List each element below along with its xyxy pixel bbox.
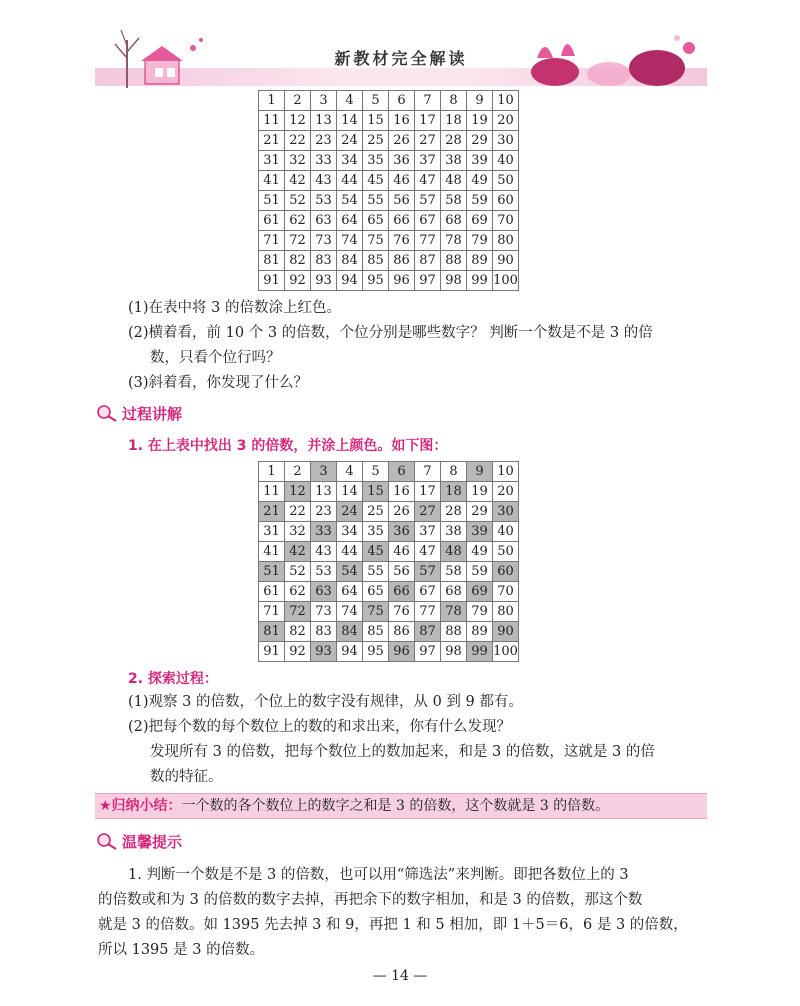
table-row bbox=[259, 462, 519, 482]
number-cell: 50 bbox=[493, 171, 519, 191]
table-row bbox=[259, 171, 519, 191]
number-cell: 6 bbox=[389, 91, 415, 111]
number-cell: 15 bbox=[363, 111, 389, 131]
number-cell: 97 bbox=[415, 642, 441, 662]
number-cell: 21 bbox=[259, 131, 285, 151]
table-row bbox=[259, 602, 519, 622]
number-cell: 54 bbox=[337, 562, 363, 582]
number-cell: 15 bbox=[363, 482, 389, 502]
number-cell: 79 bbox=[467, 231, 493, 251]
number-cell: 63 bbox=[311, 211, 337, 231]
number-cell: 70 bbox=[493, 582, 519, 602]
number-cell: 47 bbox=[415, 542, 441, 562]
number-cell: 67 bbox=[415, 582, 441, 602]
number-cell: 91 bbox=[259, 271, 285, 291]
process-heading-text: 过程讲解 bbox=[122, 405, 183, 423]
question-2-line1: (2)横着看，前 10 个 3 的倍数，个位分别是哪些数字？ 判断一个数是不是 3 的倍 bbox=[128, 325, 653, 341]
number-cell: 71 bbox=[259, 231, 285, 251]
number-cell: 89 bbox=[467, 251, 493, 271]
table-row bbox=[259, 482, 519, 502]
number-cell: 8 bbox=[441, 91, 467, 111]
number-cell: 52 bbox=[285, 562, 311, 582]
tips-line-4: 所以 1395 是 3 的倍数。 bbox=[98, 942, 265, 958]
number-cell: 14 bbox=[337, 482, 363, 502]
number-cell: 55 bbox=[363, 191, 389, 211]
number-cell: 20 bbox=[493, 111, 519, 131]
number-cell: 57 bbox=[415, 562, 441, 582]
hundred-chart-highlighted bbox=[258, 461, 519, 662]
number-cell: 41 bbox=[259, 542, 285, 562]
number-cell: 7 bbox=[415, 462, 441, 482]
table-row bbox=[259, 231, 519, 251]
number-cell: 33 bbox=[311, 522, 337, 542]
number-cell: 23 bbox=[311, 131, 337, 151]
number-cell: 43 bbox=[311, 542, 337, 562]
number-cell: 38 bbox=[441, 151, 467, 171]
number-cell: 66 bbox=[389, 582, 415, 602]
number-cell: 19 bbox=[467, 111, 493, 131]
number-cell: 22 bbox=[285, 502, 311, 522]
number-cell: 24 bbox=[337, 131, 363, 151]
number-cell: 67 bbox=[415, 211, 441, 231]
number-cell: 95 bbox=[363, 271, 389, 291]
number-cell: 84 bbox=[337, 251, 363, 271]
number-cell: 44 bbox=[337, 542, 363, 562]
number-cell: 12 bbox=[285, 111, 311, 131]
magnifier-icon bbox=[96, 404, 118, 426]
number-cell: 87 bbox=[415, 622, 441, 642]
table-row bbox=[259, 622, 519, 642]
number-cell: 24 bbox=[337, 502, 363, 522]
number-cell: 100 bbox=[493, 642, 519, 662]
number-cell: 43 bbox=[311, 171, 337, 191]
table-row bbox=[259, 191, 519, 211]
number-cell: 25 bbox=[363, 502, 389, 522]
table-row bbox=[259, 562, 519, 582]
number-cell: 45 bbox=[363, 171, 389, 191]
number-cell: 77 bbox=[415, 602, 441, 622]
number-cell: 60 bbox=[493, 191, 519, 211]
number-cell: 92 bbox=[285, 642, 311, 662]
header-title: 新教材完全解读 bbox=[334, 49, 468, 68]
number-cell: 6 bbox=[389, 462, 415, 482]
number-cell: 4 bbox=[337, 91, 363, 111]
number-cell: 16 bbox=[389, 482, 415, 502]
number-cell: 89 bbox=[467, 622, 493, 642]
number-cell: 13 bbox=[311, 111, 337, 131]
table-row bbox=[259, 522, 519, 542]
number-cell: 19 bbox=[467, 482, 493, 502]
process-item-2-answer-line2: 数的特征。 bbox=[150, 769, 223, 785]
number-cell: 68 bbox=[441, 582, 467, 602]
number-cell: 27 bbox=[415, 502, 441, 522]
number-cell: 69 bbox=[467, 582, 493, 602]
number-cell: 88 bbox=[441, 251, 467, 271]
number-cell: 64 bbox=[337, 582, 363, 602]
number-cell: 21 bbox=[259, 502, 285, 522]
number-cell: 98 bbox=[441, 642, 467, 662]
number-cell: 58 bbox=[441, 562, 467, 582]
table-row bbox=[259, 91, 519, 111]
table-row bbox=[259, 642, 519, 662]
number-cell: 35 bbox=[363, 151, 389, 171]
number-cell: 70 bbox=[493, 211, 519, 231]
number-cell: 65 bbox=[363, 211, 389, 231]
hundred-chart bbox=[258, 90, 519, 291]
question-1: (1)在表中将 3 的倍数涂上红色。 bbox=[128, 300, 341, 316]
number-cell: 62 bbox=[285, 211, 311, 231]
number-cell: 18 bbox=[441, 111, 467, 131]
number-cell: 56 bbox=[389, 562, 415, 582]
number-cell: 60 bbox=[493, 562, 519, 582]
summary-box bbox=[95, 793, 707, 819]
process-item-2: (2)把每个数的每个数位上的数的和求出来，你有什么发现？ bbox=[128, 719, 512, 735]
number-cell: 29 bbox=[467, 502, 493, 522]
number-cell: 33 bbox=[311, 151, 337, 171]
number-cell: 81 bbox=[259, 622, 285, 642]
number-cell: 73 bbox=[311, 602, 337, 622]
table-row bbox=[259, 542, 519, 562]
number-cell: 23 bbox=[311, 502, 337, 522]
tips-line-2: 的倍数或和为 3 的倍数的数字去掉，再把余下的数字相加，和是 3 的倍数，那这个数 bbox=[98, 892, 643, 908]
number-cell: 30 bbox=[493, 131, 519, 151]
number-cell: 80 bbox=[493, 602, 519, 622]
number-cell: 86 bbox=[389, 622, 415, 642]
number-cell: 10 bbox=[493, 91, 519, 111]
number-cell: 82 bbox=[285, 251, 311, 271]
number-cell: 76 bbox=[389, 231, 415, 251]
number-cell: 46 bbox=[389, 171, 415, 191]
summary-label: ★归纳小结： bbox=[99, 798, 182, 814]
number-cell: 28 bbox=[441, 502, 467, 522]
number-cell: 53 bbox=[311, 191, 337, 211]
number-cell: 74 bbox=[337, 602, 363, 622]
number-cell: 34 bbox=[337, 522, 363, 542]
number-cell: 25 bbox=[363, 131, 389, 151]
table-row bbox=[259, 271, 519, 291]
number-cell: 94 bbox=[337, 271, 363, 291]
number-cell: 44 bbox=[337, 171, 363, 191]
decorative-plants-illustration bbox=[517, 28, 707, 90]
table-row bbox=[259, 582, 519, 602]
number-cell: 32 bbox=[285, 151, 311, 171]
process-item-2-answer-line1: 发现所有 3 的倍数，把每个数位上的数加起来，和是 3 的倍数，这就是 3 的倍 bbox=[150, 744, 655, 760]
number-cell: 30 bbox=[493, 502, 519, 522]
number-cell: 87 bbox=[415, 251, 441, 271]
number-cell: 69 bbox=[467, 211, 493, 231]
number-cell: 51 bbox=[259, 191, 285, 211]
number-cell: 45 bbox=[363, 542, 389, 562]
number-cell: 85 bbox=[363, 251, 389, 271]
number-cell: 78 bbox=[441, 602, 467, 622]
number-cell: 2 bbox=[285, 462, 311, 482]
number-cell: 18 bbox=[441, 482, 467, 502]
page-number: — 14 — bbox=[372, 968, 428, 984]
number-cell: 49 bbox=[467, 542, 493, 562]
number-cell: 5 bbox=[363, 462, 389, 482]
number-cell: 85 bbox=[363, 622, 389, 642]
number-cell: 93 bbox=[311, 642, 337, 662]
number-cell: 3 bbox=[311, 462, 337, 482]
number-cell: 34 bbox=[337, 151, 363, 171]
number-cell: 27 bbox=[415, 131, 441, 151]
number-cell: 36 bbox=[389, 522, 415, 542]
number-cell: 93 bbox=[311, 271, 337, 291]
number-cell: 65 bbox=[363, 582, 389, 602]
number-cell: 32 bbox=[285, 522, 311, 542]
number-cell: 48 bbox=[441, 171, 467, 191]
number-cell: 4 bbox=[337, 462, 363, 482]
number-cell: 31 bbox=[259, 522, 285, 542]
number-cell: 22 bbox=[285, 131, 311, 151]
number-cell: 3 bbox=[311, 91, 337, 111]
number-cell: 57 bbox=[415, 191, 441, 211]
number-cell: 100 bbox=[493, 271, 519, 291]
table-row bbox=[259, 211, 519, 231]
number-cell: 42 bbox=[285, 171, 311, 191]
number-cell: 82 bbox=[285, 622, 311, 642]
number-cell: 76 bbox=[389, 602, 415, 622]
number-cell: 38 bbox=[441, 522, 467, 542]
number-cell: 47 bbox=[415, 171, 441, 191]
number-cell: 72 bbox=[285, 602, 311, 622]
tips-heading bbox=[96, 831, 182, 854]
number-cell: 31 bbox=[259, 151, 285, 171]
number-cell: 1 bbox=[259, 91, 285, 111]
number-cell: 52 bbox=[285, 191, 311, 211]
process-step-2: 2. 探索过程： bbox=[128, 671, 218, 687]
number-cell: 51 bbox=[259, 562, 285, 582]
number-cell: 14 bbox=[337, 111, 363, 131]
number-cell: 50 bbox=[493, 542, 519, 562]
process-step-1: 1. 在上表中找出 3 的倍数，并涂上颜色。如下图： bbox=[128, 438, 448, 454]
number-cell: 17 bbox=[415, 111, 441, 131]
number-cell: 98 bbox=[441, 271, 467, 291]
number-cell: 96 bbox=[389, 642, 415, 662]
table-row bbox=[259, 251, 519, 271]
number-cell: 64 bbox=[337, 211, 363, 231]
number-cell: 61 bbox=[259, 582, 285, 602]
number-cell: 99 bbox=[467, 271, 493, 291]
process-item-1: (1)观察 3 的倍数，个位上的数字没有规律，从 0 到 9 都有。 bbox=[128, 694, 523, 710]
process-heading bbox=[96, 403, 182, 426]
number-cell: 88 bbox=[441, 622, 467, 642]
page-header bbox=[95, 18, 707, 90]
number-cell: 9 bbox=[467, 462, 493, 482]
number-cell: 73 bbox=[311, 231, 337, 251]
number-cell: 11 bbox=[259, 482, 285, 502]
number-cell: 16 bbox=[389, 111, 415, 131]
number-cell: 90 bbox=[493, 622, 519, 642]
number-cell: 62 bbox=[285, 582, 311, 602]
number-cell: 56 bbox=[389, 191, 415, 211]
number-cell: 20 bbox=[493, 482, 519, 502]
number-cell: 92 bbox=[285, 271, 311, 291]
number-cell: 59 bbox=[467, 191, 493, 211]
number-cell: 42 bbox=[285, 542, 311, 562]
number-cell: 75 bbox=[363, 602, 389, 622]
table-row bbox=[259, 502, 519, 522]
number-cell: 40 bbox=[493, 151, 519, 171]
number-cell: 37 bbox=[415, 151, 441, 171]
number-cell: 81 bbox=[259, 251, 285, 271]
number-cell: 12 bbox=[285, 482, 311, 502]
table-row bbox=[259, 131, 519, 151]
number-cell: 2 bbox=[285, 91, 311, 111]
number-cell: 8 bbox=[441, 462, 467, 482]
number-cell: 1 bbox=[259, 462, 285, 482]
tips-heading-text: 温馨提示 bbox=[122, 833, 183, 851]
number-cell: 74 bbox=[337, 231, 363, 251]
number-cell: 78 bbox=[441, 231, 467, 251]
magnifier-icon bbox=[96, 832, 118, 854]
number-cell: 63 bbox=[311, 582, 337, 602]
number-cell: 7 bbox=[415, 91, 441, 111]
question-2-line2: 数，只看个位行吗？ bbox=[150, 350, 281, 366]
number-cell: 55 bbox=[363, 562, 389, 582]
number-cell: 77 bbox=[415, 231, 441, 251]
number-cell: 68 bbox=[441, 211, 467, 231]
number-cell: 9 bbox=[467, 91, 493, 111]
number-cell: 86 bbox=[389, 251, 415, 271]
number-cell: 95 bbox=[363, 642, 389, 662]
number-cell: 46 bbox=[389, 542, 415, 562]
number-cell: 41 bbox=[259, 171, 285, 191]
number-cell: 97 bbox=[415, 271, 441, 291]
number-cell: 39 bbox=[467, 522, 493, 542]
number-cell: 61 bbox=[259, 211, 285, 231]
number-cell: 80 bbox=[493, 231, 519, 251]
number-cell: 94 bbox=[337, 642, 363, 662]
number-cell: 53 bbox=[311, 562, 337, 582]
tips-line-3: 就是 3 的倍数。如 1395 先去掉 3 和 9，再把 1 和 5 相加，即 1＋5＝6，6 是 3 的倍数， bbox=[98, 917, 688, 933]
number-cell: 36 bbox=[389, 151, 415, 171]
number-cell: 59 bbox=[467, 562, 493, 582]
number-cell: 71 bbox=[259, 602, 285, 622]
number-cell: 5 bbox=[363, 91, 389, 111]
number-cell: 48 bbox=[441, 542, 467, 562]
question-3: (3)斜着看，你发现了什么？ bbox=[128, 375, 309, 391]
number-cell: 96 bbox=[389, 271, 415, 291]
number-cell: 28 bbox=[441, 131, 467, 151]
number-cell: 26 bbox=[389, 502, 415, 522]
number-cell: 58 bbox=[441, 191, 467, 211]
number-cell: 90 bbox=[493, 251, 519, 271]
number-cell: 79 bbox=[467, 602, 493, 622]
number-cell: 83 bbox=[311, 251, 337, 271]
number-cell: 49 bbox=[467, 171, 493, 191]
table-row bbox=[259, 151, 519, 171]
table-row bbox=[259, 111, 519, 131]
number-cell: 29 bbox=[467, 131, 493, 151]
number-cell: 26 bbox=[389, 131, 415, 151]
number-cell: 39 bbox=[467, 151, 493, 171]
number-cell: 40 bbox=[493, 522, 519, 542]
tips-line-1: 1. 判断一个数是不是 3 的倍数，也可以用“筛选法”来判断。即把各数位上的 3 bbox=[128, 867, 629, 883]
number-cell: 72 bbox=[285, 231, 311, 251]
number-cell: 17 bbox=[415, 482, 441, 502]
number-cell: 35 bbox=[363, 522, 389, 542]
number-cell: 11 bbox=[259, 111, 285, 131]
summary-text: 一个数的各个数位上的数字之和是 3 的倍数，这个数就是 3 的倍数。 bbox=[181, 798, 610, 814]
number-cell: 10 bbox=[493, 462, 519, 482]
number-cell: 91 bbox=[259, 642, 285, 662]
number-cell: 66 bbox=[389, 211, 415, 231]
number-cell: 83 bbox=[311, 622, 337, 642]
number-cell: 84 bbox=[337, 622, 363, 642]
number-cell: 75 bbox=[363, 231, 389, 251]
number-cell: 37 bbox=[415, 522, 441, 542]
number-cell: 54 bbox=[337, 191, 363, 211]
number-cell: 13 bbox=[311, 482, 337, 502]
number-cell: 99 bbox=[467, 642, 493, 662]
